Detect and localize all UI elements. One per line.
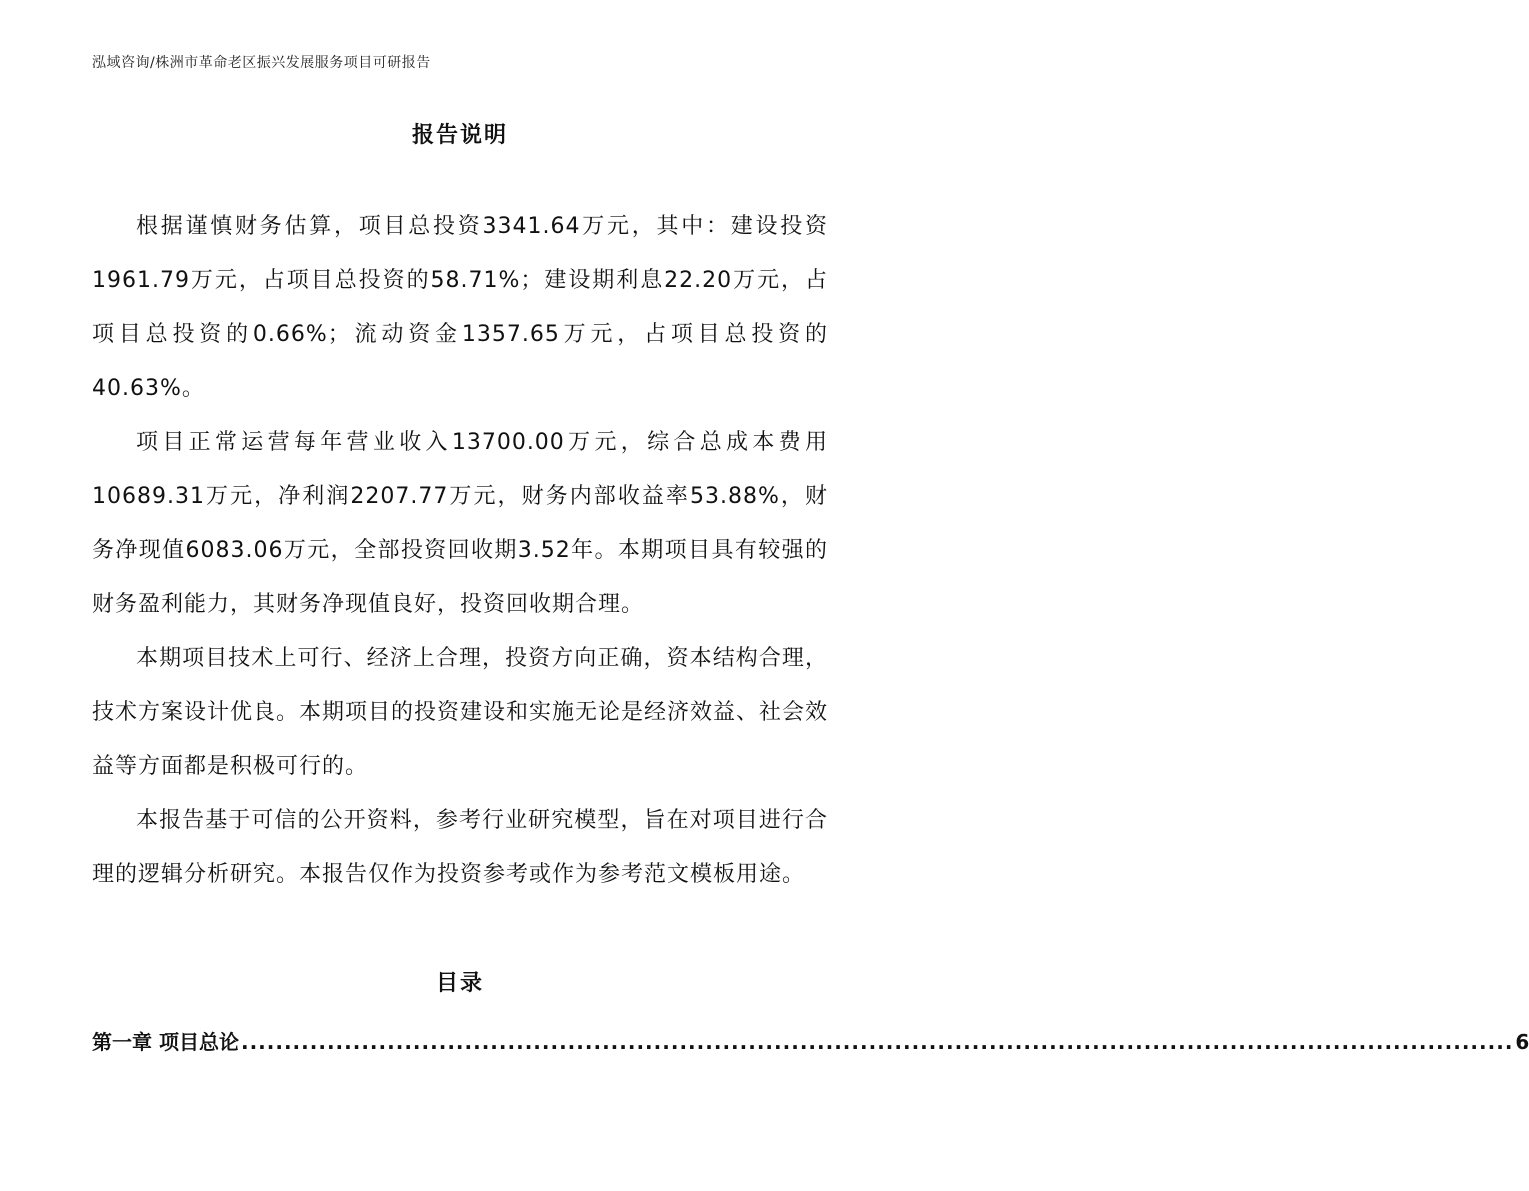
report-body	[92, 200, 828, 902]
report-title: 报告说明	[411, 123, 508, 148]
toc-entry[interactable]	[92, 1026, 1529, 1055]
toc-entry-label[interactable]: 第一章 项目总论	[92, 1030, 239, 1054]
toc-entry-page[interactable]: 6	[1515, 1030, 1529, 1054]
paragraph-investment: 根据谨慎财务估算，项目总投资3341.64万元，其中：建设投资1961.79万元，占项目总投资的58.71%；建设期利息22.20万元，占项目总投资的0.66%；流动资金1357.65万元，占项目总投资的40.63%。	[92, 214, 828, 401]
paragraph-revenue: 项目正常运营每年营业收入13700.00万元，综合总成本费用10689.31万元，净利润2207.77万元，财务内部收益率53.88%，财务净现值6083.06万元，全部投资回收期3.52年。本期项目具有较强的财务盈利能力，其财务净现值良好，投资回收期合理。	[92, 430, 828, 617]
running-header: 泓域咨询/株洲市革命老区振兴发展服务项目可研报告	[92, 55, 431, 71]
toc-leader-dots: ....................................................................................................................................................	[240, 1030, 1514, 1054]
paragraph-disclaimer: 本报告基于可信的公开资料，参考行业研究模型，旨在对项目进行合理的逻辑分析研究。本报告仅作为投资参考或作为参考范文模板用途。	[92, 808, 828, 887]
paragraph-feasibility: 本期项目技术上可行、经济上合理，投资方向正确，资本结构合理，技术方案设计优良。本期项目的投资建设和实施无论是经济效益、社会效益等方面都是积极可行的。	[92, 646, 829, 779]
toc-title: 目录	[435, 971, 484, 996]
